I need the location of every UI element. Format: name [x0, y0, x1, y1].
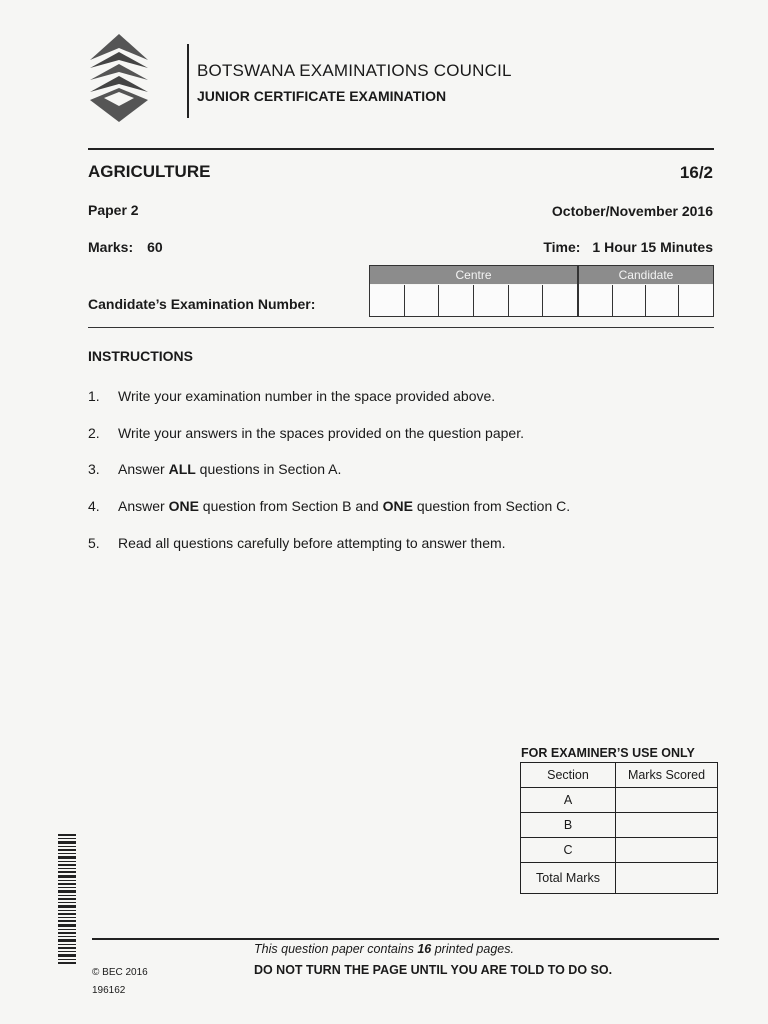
section-cell: C — [521, 838, 616, 863]
marks-cell[interactable] — [616, 788, 718, 813]
instruction-text: questions in Section A. — [195, 461, 342, 477]
marks-info — [88, 239, 163, 255]
instruction-item — [88, 388, 495, 404]
candidate-digit-box[interactable] — [613, 285, 646, 316]
centre-digit-box[interactable] — [405, 285, 439, 316]
exam-number-grid — [369, 265, 714, 317]
subject-title: AGRICULTURE — [88, 162, 211, 181]
instruction-text: Read all questions carefully before attempting to answer them. — [118, 535, 506, 551]
exam-name: JUNIOR CERTIFICATE EXAMINATION — [197, 88, 447, 104]
page-count-number: 16 — [417, 942, 432, 956]
instruction-text: question from Section C. — [412, 498, 571, 514]
instruction-number: 2. — [88, 425, 100, 441]
instruction-item — [88, 461, 341, 477]
time-label: Time: — [543, 239, 581, 255]
centre-digit-box[interactable] — [370, 285, 405, 316]
turn-page-warning: DO NOT TURN THE PAGE UNTIL YOU ARE TOLD TO DO SO. — [253, 963, 613, 977]
mid-rule — [88, 327, 714, 328]
centre-digit-box[interactable] — [543, 285, 577, 316]
top-rule — [88, 148, 714, 150]
section-cell: A — [521, 788, 616, 813]
exam-number-label: Candidate’s Examination Number: — [88, 296, 316, 312]
candidate-header: Candidate — [579, 266, 713, 284]
paper-number: Paper 2 — [88, 202, 139, 218]
copyright: © BEC 2016 — [92, 967, 148, 978]
marks-cell[interactable] — [616, 813, 718, 838]
marks-cell[interactable] — [616, 838, 718, 863]
instruction-text: Write your examination number in the space provided above. — [118, 388, 496, 404]
total-marks-cell[interactable] — [616, 863, 718, 894]
page-count-text: This question paper contains — [254, 942, 418, 956]
centre-digit-box[interactable] — [509, 285, 543, 316]
time-value: 1 Hour 15 Minutes — [592, 239, 713, 255]
instruction-item — [88, 535, 506, 551]
bottom-rule — [92, 938, 719, 940]
centre-digit-box[interactable] — [474, 285, 509, 316]
marks-value: 60 — [147, 239, 163, 255]
centre-digit-box[interactable] — [439, 285, 474, 316]
instruction-text: question from Section B and — [198, 498, 383, 514]
instruction-item — [88, 425, 524, 441]
section-column-header: Section — [521, 763, 616, 788]
examiner-table — [520, 762, 718, 894]
instruction-item — [88, 498, 570, 514]
instruction-number: 1. — [88, 388, 100, 404]
marks-column-header: Marks Scored — [616, 763, 718, 788]
exam-session: October/November 2016 — [551, 203, 713, 219]
instruction-text: Answer — [118, 461, 169, 477]
paper-reference: 196162 — [92, 985, 126, 996]
section-cell: B — [521, 813, 616, 838]
page-count-text: printed pages. — [431, 942, 514, 956]
examiner-title: FOR EXAMINER’S USE ONLY — [521, 746, 695, 760]
candidate-digit-box[interactable] — [579, 285, 613, 316]
candidate-digit-box[interactable] — [646, 285, 679, 316]
instruction-number: 3. — [88, 461, 100, 477]
instruction-text: Write your answers in the spaces provided on the question paper. — [118, 425, 524, 441]
bec-logo-icon — [88, 34, 150, 124]
council-name: BOTSWANA EXAMINATIONS COUNCIL — [197, 61, 512, 80]
total-label: Total Marks — [521, 863, 616, 894]
instruction-emphasis: ONE — [168, 498, 199, 514]
page-count-note — [0, 942, 768, 956]
header-divider — [187, 44, 189, 118]
instruction-emphasis: ALL — [168, 461, 196, 477]
instruction-text: Answer — [118, 498, 169, 514]
instructions-title: INSTRUCTIONS — [88, 348, 193, 364]
instruction-number: 4. — [88, 498, 100, 514]
time-info — [543, 239, 713, 255]
instruction-number: 5. — [88, 535, 100, 551]
marks-label: Marks: — [88, 239, 134, 255]
instruction-emphasis: ONE — [382, 498, 413, 514]
centre-header: Centre — [370, 266, 577, 284]
candidate-digit-box[interactable] — [679, 285, 713, 316]
paper-code: 16/2 — [679, 163, 713, 182]
